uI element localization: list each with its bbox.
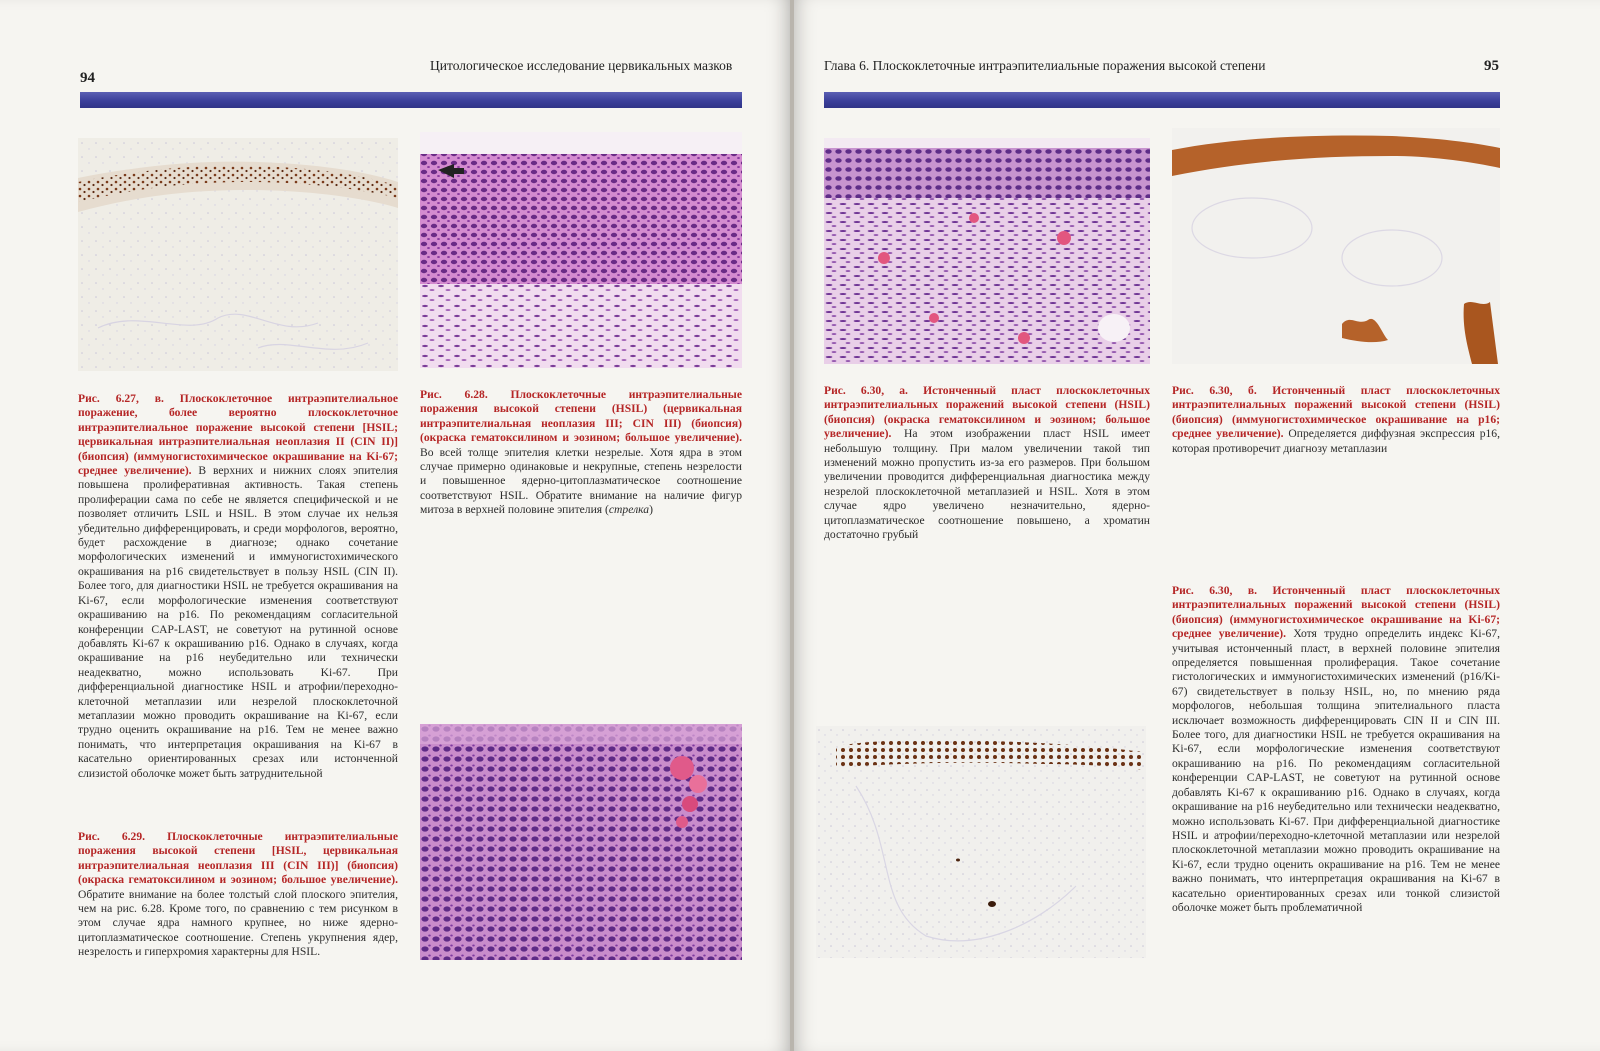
caption-figure-6-27v [78,392,398,781]
figure-6-28-he-micrograph [420,132,742,368]
page-number-left: 94 [80,70,95,86]
caption-tail: ) [649,503,653,517]
figure-6-29-he-micrograph [420,724,742,960]
caption-figure-6-30v [1172,584,1500,915]
header-band-right [824,92,1500,108]
left-page [0,0,790,1051]
caption-heading: Рис. 6.27, в. Плоскоклеточное интраэпителиальное поражение, более вероятно плоскоклеточное интраэпителиальное поражение высокой степени [HSIL; цервикальная интраэпителиальная неоплазия II (CIN II)] (биопсия) (иммуногистохимическое окрашивание на Ki-67; среднее увеличение). [78,392,398,478]
figure-6-27v-ki67-micrograph [78,138,398,371]
page-number-right: 95 [1484,58,1499,74]
caption-body: На этом изображении пласт HSIL имеет небольшую толщину. При малом увеличении такой тип изменений можно пропустить из-за его размеров. При большом увеличении проводится дифференциальная диагностика между незрелой плоскоклеточной метаплазией и HSIL. Хотя в этом случае ядро увеличено незначительно, ядерно-цитоплазматическое соотношение повышено, а хроматин достаточно грубый [824,427,1150,542]
caption-body: В верхних и нижних слоях эпителия повышена пролиферативная активность. Такая степень пролиферации сама по себе не является специфической и не позволяет отличить LSIL и HSIL. В этом случае их нельзя убедительно дифференцировать, и среди морфологов, вероятно, будет расхождение в диагнозе; однако сочетание морфологических изменений и иммуногистохимического окрашивания на p16 свидетельствует в пользу HSIL (CIN II). Более того, для диагностики HSIL не требуется окрашивания на Ki-67, если морфологические изменения соответствуют окрашиванию на p16. По рекомендациям согласительной конференции CAP-LAST, не советуют на рутинной основе добавлять Ki-67 к окрашиванию p16. Однако в случаях, когда окрашивание на p16 неубедительно или технически неадекватно, можно использовать Ki-67. При дифференциальной диагностике HSIL и атрофии/переходно-клеточной метаплазии или незрелой плоскоклеточной метаплазии можно проводить окрашивание на Ki-67, если трудно оценить окрашивание на p16. Тем не менее важно понимать, что интерпретация окрашивания на Ki-67 в касательно ориентированных срезах или истонченной слизистой оболочке может быть затруднительной [78,464,398,780]
caption-heading: Рис. 6.30, б. Истонченный пласт плоскоклеточных интраэпителиальных поражений высокой степени (HSIL) (биопсия) (иммуногистохимическое окрашивание на p16; среднее увеличение). [1172,384,1500,441]
caption-body: Во всей толще эпителия клетки незрелые. Хотя ядра в этом случае примерно одинаковые и некрупные, степень незрелости и повышенное ядерно-цитоплазматическое соотношение соответствуют HSIL. Обратите внимание на наличие фигур митоза в верхней половине эпителия ( [420,445,742,517]
figure-6-30a-he-micrograph [824,138,1150,364]
caption-body: Обратите внимание на более толстый слой плоского эпителия, чем на рис. 6.28. Кроме того, по сравнению с тем рисунком в этом случае ядра намного крупнее, но ниже ядерно-цитоплазматическое соотношение. Степень укрупнения ядер, незрелость и гиперхромия характерны для HSIL. [78,887,398,959]
running-head-right: Глава 6. Плоскоклеточные интраэпителиальные поражения высокой степени [824,58,1266,73]
caption-heading: Рис. 6.28. Плоскоклеточные интраэпителиальные поражения высокой степени (HSIL) (цервикальная интраэпителиальная неоплазия III; CIN III) (биопсия) (окраска гематоксилином и эозином; большое увеличение). [420,388,742,445]
caption-figure-6-30b [1172,384,1500,456]
caption-body: Хотя трудно определить индекс Ki-67, учитывая истонченный пласт, в верхней половине эпителия определяется повышенная пролиферация. Такое сочетание гистологических и иммуногистохимических изменений (p16/Ki-67) свидетельствует в пользу HSIL, но, по мнению ряда морфологов, небольшая толщина эпителиального пласта исключает возможность дифференцировать CIN II и CIN III. Более того, для диагностики HSIL не требуется окрашивания на Ki-67, если морфологические изменения соответствуют окрашиванию на p16. По рекомендациям согласительной конференции CAP-LAST, не советуют на рутинной основе добавлять Ki-67 к окрашиванию p16. Однако в случаях, когда окрашивание на p16 неубедительно или технически неадекватно, можно использовать Ki-67. При дифференциальной диагностике HSIL и атрофии/переходно-клеточной метаплазии или незрелой плоскоклеточной метаплазии можно проводить окрашивание на Ki-67, если трудно оценить окрашивание на p16. Тем не менее важно понимать, что интерпретация окрашивания на Ki-67 в касательно ориентированных срезах или тонкой слизистой оболочке может быть проблематичной [1172,627,1500,914]
caption-figure-6-28 [420,388,742,518]
caption-heading: Рис. 6.30, в. Истонченный пласт плоскоклеточных интраэпителиальных поражений высокой степени (HSIL) (биопсия) (иммуногистохимическое окрашивание на Ki-67; среднее увеличение). [1172,584,1500,641]
figure-6-30b-p16-micrograph [1172,128,1500,364]
right-page [794,0,1600,1051]
caption-heading: Рис. 6.30, а. Истонченный пласт плоскоклеточных интраэпителиальных поражений высокой степени (HSIL) (биопсия) (окраска гематоксилином и эозином; большое увеличение). [824,384,1150,441]
header-band-left [80,92,742,108]
caption-body: Определяется диффузная экспрессия p16, которая противоречит диагнозу метаплазии [1172,427,1500,455]
caption-figure-6-29 [78,830,398,960]
caption-heading: Рис. 6.29. Плоскоклеточные интраэпителиальные поражения высокой степени [HSIL, цервикальная интраэпителиальная неоплазия III (CIN III)] (биопсия) (окраска гематоксилином и эозином; большое увеличение). [78,830,398,887]
figure-6-30v-ki67-micrograph [816,726,1146,958]
running-head-left: Цитологическое исследование цервикальных мазков [430,58,733,73]
caption-arrow-reference: стрелка [608,503,650,517]
caption-figure-6-30a [824,384,1150,542]
